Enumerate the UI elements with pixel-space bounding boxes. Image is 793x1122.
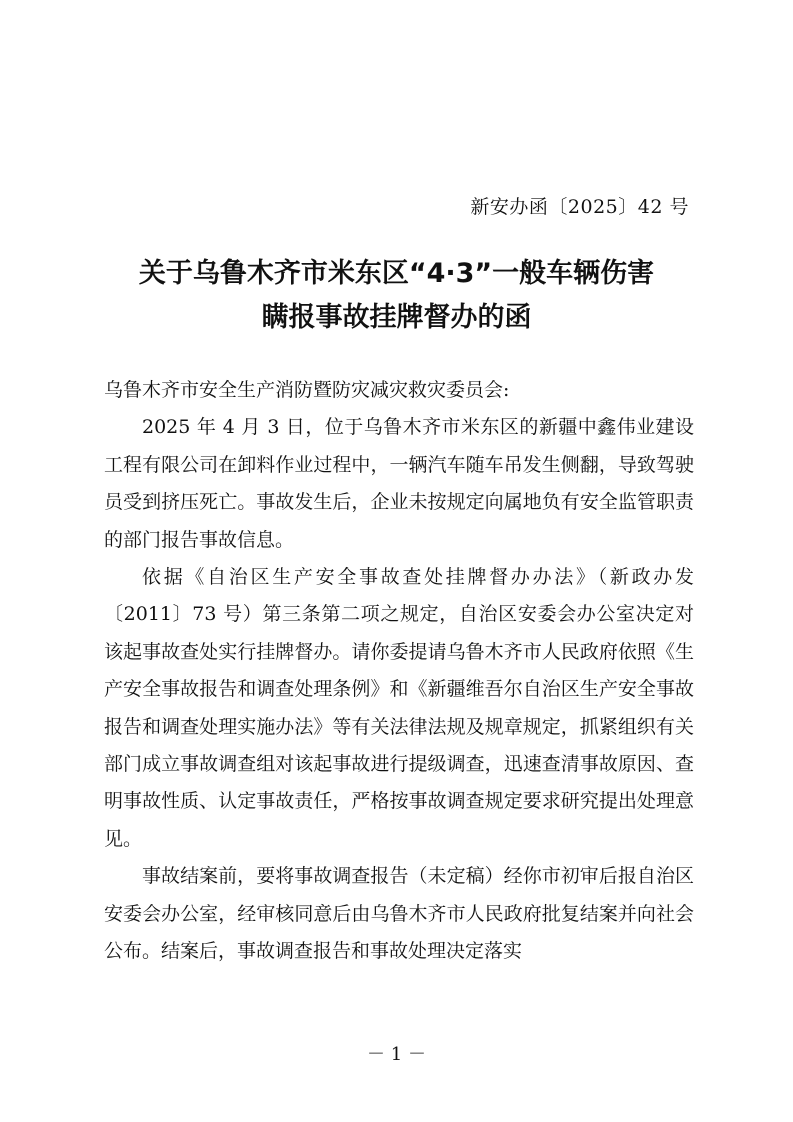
salutation: 乌鲁木齐市安全生产消防暨防灾减灾救灾委员会: <box>104 379 510 401</box>
paragraph-supervision: 依据《自治区生产安全事故查处挂牌督办办法》（新政办发〔2011〕73 号）第三条第二项之规定，自治区安委会办公室决定对该起事故查处实行挂牌督办。请你委提请乌鲁木齐市人民政府依照《生产安全事故报告和调查处理条例》和《新疆维吾尔自治区生产安全事故报告和调查处理实施办法》等有关法律法规及规章规定，抓紧组织有关部门成立事故调查组对该起事故进行提级调查，迅速查清事故原因、查明事故性质、认定事故责任，严格按事故调查规定要求研究提出处理意见。 <box>104 566 694 850</box>
paragraph-incident: 2025 年 4 月 3 日，位于乌鲁木齐市米东区的新疆中鑫伟业建设工程有限公司在卸料作业过程中，一辆汽车随车吊发生侧翻，导致驾驶员受到挤压死亡。事故发生后，企业未按规定向属地负有安全监管职责的部门报告事故信息。 <box>104 416 694 551</box>
title-line-1: 关于乌鲁木齐市米东区“4·3”一般车辆伤害 <box>138 258 655 289</box>
document-title <box>0 252 793 340</box>
title-line-2: 瞒报事故挂牌督办的函 <box>261 302 532 333</box>
paragraph-closure: 事故结案前，要将事故调查报告（未定稿）经你市初审后报自治区安委会办公室，经审核同意后由乌鲁木齐市人民政府批复结案并向社会公布。结案后，事故调查报告和事故处理决定落实 <box>104 865 694 963</box>
document-number: 新安办函〔2025〕42 号 <box>470 196 689 218</box>
page-number: － 1 － <box>367 1044 426 1065</box>
letter-body <box>104 372 694 971</box>
